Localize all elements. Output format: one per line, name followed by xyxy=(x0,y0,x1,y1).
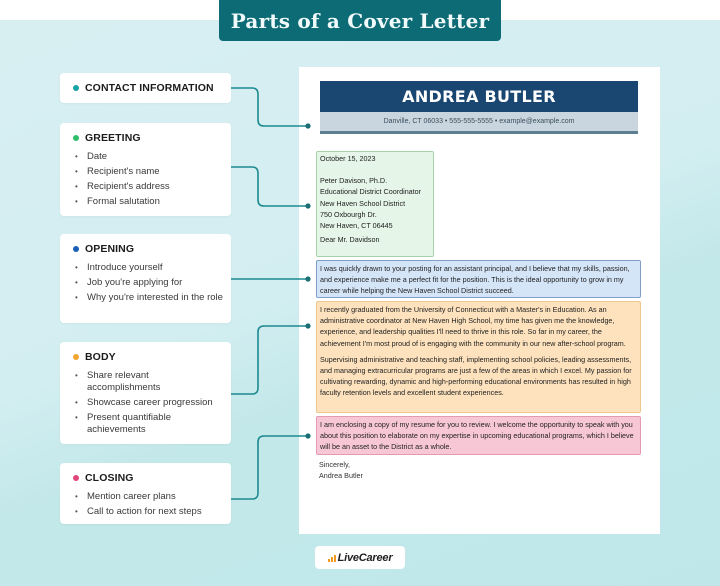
body-dot-icon xyxy=(73,354,79,360)
list-item: • Present quantifiable achievements xyxy=(73,412,223,436)
signature-block xyxy=(319,459,439,481)
closing-paragraph: I am enclosing a copy of my resume for you to review. I welcome the opportunity to speak with you about this position to elaborate on my expertise in upcoming educational programs, which I believe will be an asset to the District as a whole. xyxy=(320,420,634,452)
card-contact-information xyxy=(60,73,231,103)
signoff: Sincerely, xyxy=(319,460,351,469)
greeting-block xyxy=(316,151,434,257)
greeting-dot-icon xyxy=(73,135,79,141)
list-item: • Share relevant accomplishments xyxy=(73,370,223,394)
recipient-line: New Haven, CT 06445 xyxy=(320,221,393,231)
list-item: • Showcase career progression xyxy=(73,397,223,409)
recipient-line: 750 Oxbourgh Dr. xyxy=(320,209,377,219)
page-title: Parts of a Cover Letter xyxy=(230,8,490,33)
list-item: • Introduce yourself xyxy=(73,262,223,274)
body-list xyxy=(73,370,223,436)
card-title-closing: CLOSING xyxy=(85,472,134,484)
letter-name: ANDREA BUTLER xyxy=(402,87,556,106)
greeting-list xyxy=(73,151,223,208)
card-title-greeting: GREETING xyxy=(85,132,141,144)
card-greeting xyxy=(60,123,231,216)
opening-list xyxy=(73,262,223,304)
list-item: • Mention career plans xyxy=(73,491,223,503)
card-title-body: BODY xyxy=(85,351,116,363)
letter-contact-bar xyxy=(320,112,638,134)
opening-paragraph: I was quickly drawn to your posting for an assistant principal, and I believe that my skills, passion, and experience make me a perfect fit for the position. This is the ideal opportunity to grow in my career while helping the New Haven School District succeed. xyxy=(320,264,630,296)
recipient-line: New Haven School District xyxy=(320,198,406,208)
list-item: • Formal salutation xyxy=(73,196,223,208)
letter-header xyxy=(320,81,638,137)
closing-list xyxy=(73,491,223,518)
recipient-line: Peter Davison, Ph.D. xyxy=(320,176,388,186)
letter-contact: Danville, CT 06033 • 555-555-5555 • example@example.com xyxy=(383,118,575,125)
body-paragraph: Supervising administrative and teaching staff, implementing school policies, leading assessments, and managing extracurricular programs are just a few of the areas in which I excel. My passion for cultivating rewarding, dynamic and high-performing educational environments has resulted in high faculty retention levels and excellent student experiences. xyxy=(320,354,632,398)
closing-block xyxy=(316,416,641,455)
livecareer-logo xyxy=(315,546,405,569)
card-title-contact: CONTACT INFORMATION xyxy=(85,82,214,94)
card-opening xyxy=(60,234,231,323)
logo-text: LiveCareer xyxy=(337,551,393,564)
list-item: • Job you're applying for xyxy=(73,277,223,289)
card-body xyxy=(60,342,231,444)
opening-block xyxy=(316,260,641,298)
body-block xyxy=(316,301,641,413)
recipient-line: Educational District Coordinator xyxy=(320,187,422,197)
salutation: Dear Mr. Davidson xyxy=(320,235,380,245)
list-item: • Recipient's name xyxy=(73,166,223,178)
contact-dot-icon xyxy=(73,85,79,91)
title-banner xyxy=(219,0,501,41)
card-title-opening: OPENING xyxy=(85,243,135,255)
body-paragraph: I recently graduated from the University of Connecticut with a Master's in Education. As an administrative coordinator at New Haven High School, my time has given me the knowledge, experience, and leadership qualities I'll need to thrive in this role. So far in my career, the achievement I'm most proud of is engaging with the community in our new after-school program. xyxy=(320,305,626,348)
letter-date: October 15, 2023 xyxy=(320,154,376,163)
list-item: • Recipient's address xyxy=(73,181,223,193)
opening-dot-icon xyxy=(73,246,79,252)
closing-dot-icon xyxy=(73,475,79,481)
logo-bars-icon xyxy=(328,554,336,562)
list-item: • Why you're interested in the role xyxy=(73,292,223,304)
card-closing xyxy=(60,463,231,524)
list-item: • Call to action for next steps xyxy=(73,506,223,518)
list-item: • Date xyxy=(73,151,223,163)
letter-name-bar xyxy=(320,81,638,112)
signature: Andrea Butler xyxy=(319,471,363,481)
